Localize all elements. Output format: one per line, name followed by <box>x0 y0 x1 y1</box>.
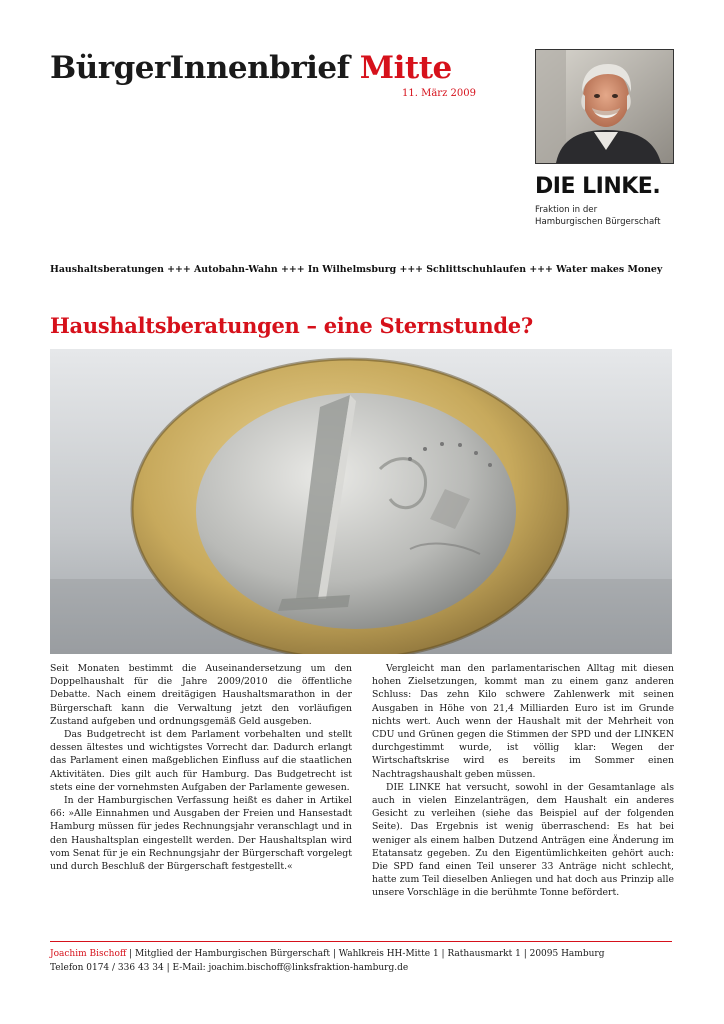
paragraph: Das Budgetrecht ist dem Parlament vorbehalten und stellt dessen ältestes und wichtigstes Vorrecht dar. Dadurch erlangt das Parlament einen maßgeblichen Einfluss auf die staatlichen Aktivitäten. Dies gilt auch für Hamburg. Das Budgetrecht ist stets eine der vornehmsten Aufgaben der Parlamente gewesen. <box>50 729 352 793</box>
footer-divider <box>50 941 672 942</box>
footer-name: Joachim Bischoff <box>50 949 127 959</box>
title-red: Mitte <box>359 50 452 86</box>
paragraph: Seit Monaten bestimmt die Auseinandersetzung um den Doppelhaushalt für die Jahre 2009/2010 die öffentliche Debatte. Nach einem dreitägigen Haushaltsmarathon in der Bürgerschaft kann die Verwaltung jetzt den vorläufigen Zustand aufgeben und ordnungsgemäß Geld ausgeben. <box>50 663 352 727</box>
party-logo <box>535 174 685 228</box>
article-column-right <box>372 662 674 900</box>
newsletter-title <box>50 50 510 86</box>
topics-ticker: Haushaltsberatungen +++ Autobahn-Wahn +++ In Wilhelmsburg +++ Schlittschuhlaufen +++ Water makes Money <box>50 264 663 275</box>
masthead <box>50 50 510 99</box>
article-headline: Haushaltsberatungen – eine Sternstunde? <box>50 313 533 338</box>
footer <box>50 947 680 975</box>
logo-wordmark: DIE LINKE. <box>535 174 661 199</box>
euro-coin-photo <box>50 349 672 654</box>
paragraph: DIE LINKE hat versucht, sowohl in der Gesamtanlage als auch in vielen Einzelanträgen, dem Haushalt ein anderes Gesicht zu verleihen (siehe das Beispiel auf der folgenden Seite). Das Ergebnis ist wenig überraschend: Es hat bei weniger als einem halben Dutzend Anträgen eine Änderung im Etatansatz gegeben. Zu den Eigentümlichkeiten gehört auch: Die SPD fand einen Teil unserer 33 Anträge nicht schlecht, hatte zum Teil dieselben Anliegen und hat doch aus Prinzip alle unsere Vorschläge in die berühmte Tonne befördert. <box>372 781 674 899</box>
article-column-left <box>50 662 352 873</box>
portrait-image <box>536 50 673 163</box>
party-subtitle-line1: Fraktion in der <box>535 205 598 215</box>
euro-coin-image <box>50 349 672 654</box>
party-subtitle <box>535 204 685 228</box>
title-black: BürgerInnenbrief <box>50 50 350 86</box>
paragraph: Vergleicht man den parlamentarischen Alltag mit diesen hohen Zielsetzungen, kommt man zu einem ganz anderen Schluss: Das zehn Kilo schwere Zahlenwerk mit seinen Ausgaben in Höhe von 21,4 Milliarden Euro ist im Grunde nichts wert. Auch wenn der Haushalt mit der Mehrheit von CDU und Grünen gegen die Stimmen der SPD und der LINKEN durchgestimmt wurde, ist völlig klar: Wegen der Wirtschaftskrise wird es bereits im Sommer einen Nachtragshaushalt geben müssen. <box>372 663 674 780</box>
paragraph: In der Hamburgischen Verfassung heißt es daher in Artikel 66: »Alle Einnahmen und Ausgaben der Freien und Hansestadt Hamburg müssen für jedes Rechnungsjahr veranschlagt und in den Haushaltsplan eingestellt werden. Der Haushaltsplan wird vom Senat für je ein Rechnungsjahr der Bürgerschaft vorgelegt und durch Beschluß der Bürgerschaft festgestellt.« <box>50 795 352 873</box>
footer-contact: Telefon 0174 / 336 43 34 | E-Mail: joachim.bischoff@linksfraktion-hamburg.de <box>50 963 409 973</box>
issue-date: 11. März 2009 <box>402 88 476 99</box>
author-portrait <box>535 49 674 164</box>
footer-line1 <box>50 947 680 961</box>
party-subtitle-line2: Hamburgischen Bürgerschaft <box>535 217 661 227</box>
footer-affiliation: | Mitglied der Hamburgischen Bürgerschaft | Wahlkreis HH-Mitte 1 | Rathausmarkt 1 | 20095 Hamburg <box>126 949 605 959</box>
